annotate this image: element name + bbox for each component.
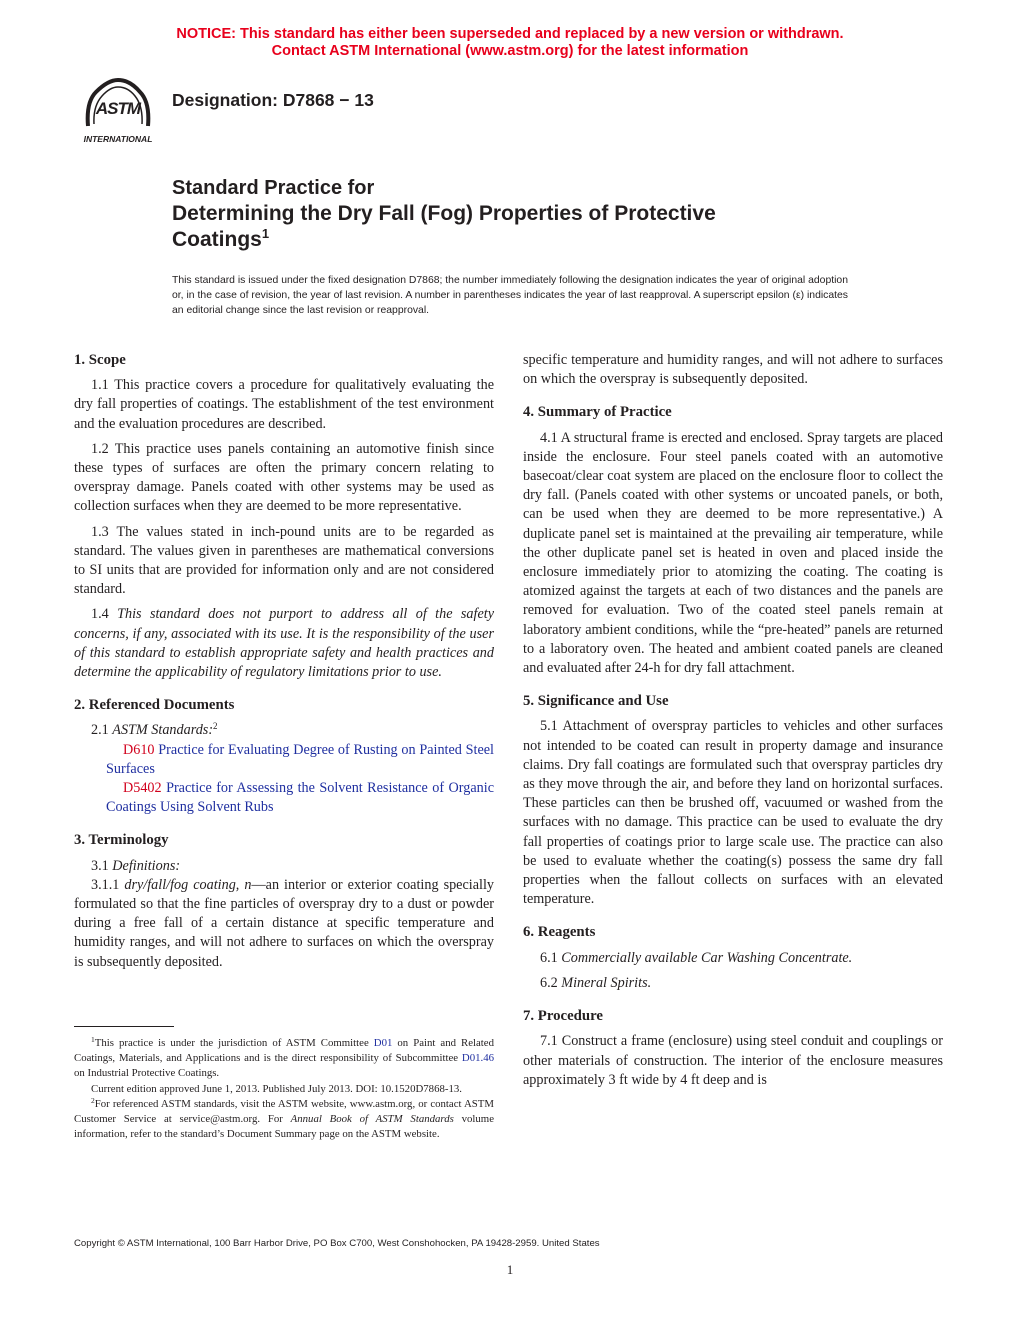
reference-code-d5402[interactable]: D5402 [123,780,162,797]
reference-title-d610[interactable]: Practice for Evaluating Degree of Rusting on Painted Steel Surfaces [106,741,494,777]
notice-line-1: NOTICE: This standard has either been superseded and replaced by a new version or withdrawn. [176,26,844,42]
paragraph-6-1: 6.1 Commercially available Car Washing Concentrate. [540,949,853,966]
footnotes [74,1036,494,1142]
reference-d610[interactable] [74,741,494,779]
document-title [172,175,872,253]
paragraph-3-1-1: 3.1.1 dry/fall/fog coating, n—an interior or exterior coating specially formulated so that the fine particles of overspray dry to a dust or powder during a free fall of a certain distance at specific temperature and humidity ranges, and will not adhere to surfaces on which the overspray is subsequently deposited. [74,876,494,970]
paragraph-1-3: 1.3 The values stated in inch-pound units are to be regarded as standard. The values given in parentheses are mathematical conversions to SI units that are provided for information only and are not considered standard. [74,523,494,598]
section-heading-terminology: 3. Terminology [74,832,169,849]
title-line-1: Standard Practice for [172,177,375,199]
paragraph-3-1-1-continued: specific temperature and humidity ranges, and will not adhere to surfaces on which the overspray is subsequently deposited. [523,352,943,388]
paragraph-1-2: 1.2 This practice uses panels containing an automotive finish since these types of surfaces are often the primary concern relating to overspray damage. Panels coated with other systems may be used as collection surfaces when they are deemed to be more representative. [74,440,494,515]
reference-code-d610[interactable]: D610 [123,741,155,758]
footnote-2: $^2$For referenced ASTM standards, visit the ASTM website, www.astm.org, or contact ASTM Customer Service at service@astm.org. For Annual Book of ASTM Standards volume information, refer to the standard’s Document Summary page on the ASTM website. [74,1095,494,1141]
paragraph-5-1: 5.1 Attachment of overspray particles to vehicles and other surfaces not intended to be coated can result in property damage and insurance claims. Dry fall coatings are formulated such that overspray particles dry as they move through the air, and before they land on horizontal surfaces. These particles can then be brushed off, vacuumed or washed from the surfaces with no damage. This practice can be used to evaluate the dry fall properties of coatings prior to large scale use. The practice can also be used to evaluate whether the coating(s) possess the same dry fall properties when the fallout collects on surfaces with an elevated temperature. [523,718,943,908]
paragraph-4-1: 4.1 A structural frame is erected and enclosed. Spray targets are placed inside the enclosure. Four steel panels coated with an automotive basecoat/clear coat system are placed on the enclosure floor to collect the dry fall. (Panels coated with other systems or uncoated panels, or both, can be used when they are deemed to be more representative.) A duplicate panel set is maintained at the prevailing air temperature, while the other duplicate panel set is heated in oven and placed inside the enclosure immediately prior to atomizing the coating. The coating is atomized against the targets at each of two distances and the panels are removed for evaluation. Two of the coated steel panels remain at laboratory ambient conditions, while the “pre-heated” panels are returned to a laboratory oven. The heated and ambient coated panels are cleaned and evaluated after 24-h for dry fall attachment. [523,429,943,677]
paragraph-3-1: 3.1 Definitions: [91,857,181,874]
reference-title-d5402[interactable]: Practice for Assessing the Solvent Resistance of Organic Coatings Using Solvent Rubs [106,780,494,816]
paragraph-6-2: 6.2 Mineral Spirits. [540,974,652,991]
preamble: This standard is issued under the fixed designation D7868; the number immediately following the designation indicates the year of original adoption or, in the case of revision, the year of last revision. A number in parentheses indicates the year of last reapproval. A superscript epsilon (ε) indicates an editorial change since the last revision or reapproval. [172,275,848,316]
left-column [74,351,494,970]
title-line-2: Determining the Dry Fall (Fog) Properties of Protective [172,202,716,225]
reference-d5402[interactable] [74,779,494,817]
paragraph-7-1: 7.1 Construct a frame (enclosure) using steel conduit and couplings or other materials of construction. The interior of the enclosure measures approximately 3 ft wide by 4 ft deep and is [523,1033,943,1088]
footnote-1-edition: Current edition approved June 1, 2013. Published July 2013. DOI: 10.1520D7868-13. [91,1082,462,1095]
svg-text:ASTM: ASTM [95,99,141,118]
notice-banner [0,26,1020,60]
copyright: Copyright © ASTM International, 100 Barr Harbor Drive, PO Box C700, West Conshohocken, PA 19428-2959. United States [74,1238,600,1249]
paragraph-2-1: 2.1 ASTM Standards:$^2$ [91,721,218,739]
committee-link[interactable]: D01 [373,1037,393,1049]
section-heading-significance: 5. Significance and Use [523,693,669,710]
notice-line-2: Contact ASTM International (www.astm.org) for the latest information [271,43,749,59]
section-heading-procedure: 7. Procedure [523,1008,603,1025]
designation: Designation: D7868 − 13 [172,90,374,110]
paragraph-1-1: 1.1 This practice covers a procedure for qualitatively evaluating the dry fall properties of coatings. The establishment of the test environment and the evaluation procedures are described. [74,377,494,432]
astm-logo [72,74,164,146]
paragraph-1-4: 1.4 This standard does not purport to address all of the safety concerns, if any, associated with its use. It is the responsibility of the user of this standard to establish appropriate safety and health practices and determine the applicability of regulatory limitations prior to use. [74,606,494,681]
section-heading-reagents: 6. Reagents [523,924,596,941]
section-heading-scope: 1. Scope [74,352,126,368]
logo-wordmark: INTERNATIONAL [83,134,153,144]
page-number: 1 [506,1262,514,1277]
footnote-divider [74,1026,174,1027]
right-column [523,351,943,1090]
title-line-3: Coatings [172,228,262,251]
subcommittee-link[interactable]: D01.46 [461,1052,494,1065]
section-heading-referenced: 2. Referenced Documents [74,697,235,714]
title-footnote-ref[interactable]: 1 [261,226,270,241]
section-heading-summary: 4. Summary of Practice [523,404,672,421]
footnote-1: $^1$This practice is under the jurisdiction of ASTM Committee D01 on Paint and Related Coatings, Materials, and Applications and is the direct responsibility of Subcommittee D01.46 on Industrial Protective Coatings. [74,1035,494,1080]
